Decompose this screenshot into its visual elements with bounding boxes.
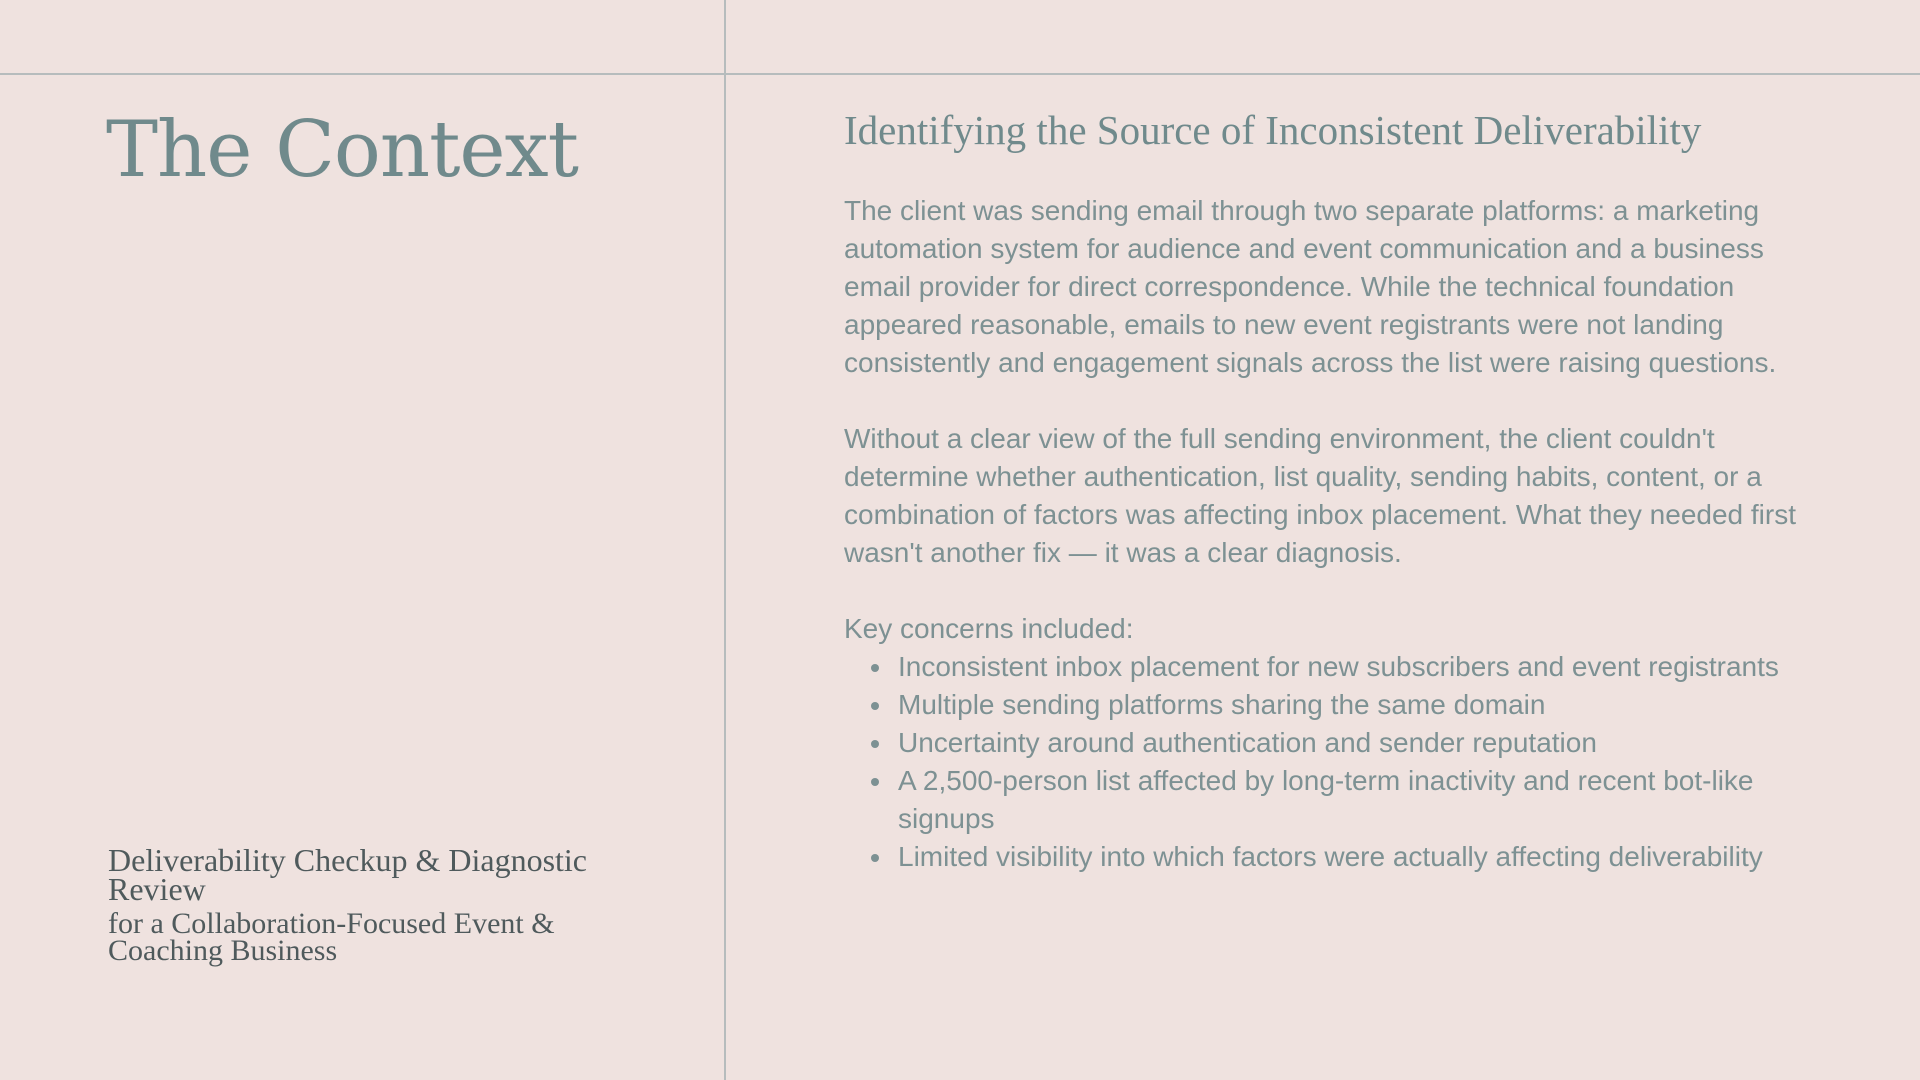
list-item: Inconsistent inbox placement for new subscribers and event registrants	[898, 648, 1798, 686]
list-item: Multiple sending platforms sharing the same domain	[898, 686, 1798, 724]
body-text	[844, 192, 1824, 876]
list-item: Limited visibility into which factors were actually affecting deliverability	[898, 838, 1798, 876]
paragraph-2: Without a clear view of the full sending environment, the client couldn't determine whether authentication, list quality, sending habits, content, or a combination of factors was affecting inbox placement. What they needed first wasn't another fix — it was a clear diagnosis.	[844, 423, 1796, 568]
concerns-list	[844, 648, 1798, 876]
subtitle-block	[108, 842, 668, 967]
section-heading: Identifying the Source of Inconsistent Deliverability	[844, 107, 1702, 153]
subtitle-sub: for a Collaboration-Focused Event & Coaching Business	[108, 907, 555, 967]
subtitle-main: Deliverability Checkup & Diagnostic Review	[108, 842, 587, 907]
horizontal-divider	[0, 73, 1920, 75]
list-item: Uncertainty around authentication and sender reputation	[898, 724, 1798, 762]
page-title: The Context	[106, 105, 578, 195]
paragraph-1: The client was sending email through two separate platforms: a marketing automation system for audience and event communication and a business email provider for direct correspondence. While the technical foundation appeared reasonable, emails to new event registrants were not landing consistently and engagement signals across the list were raising questions.	[844, 195, 1777, 378]
list-item: A 2,500-person list affected by long-term inactivity and recent bot-like signups	[898, 762, 1798, 838]
vertical-divider	[724, 0, 726, 1080]
concerns-label: Key concerns included:	[844, 613, 1134, 644]
